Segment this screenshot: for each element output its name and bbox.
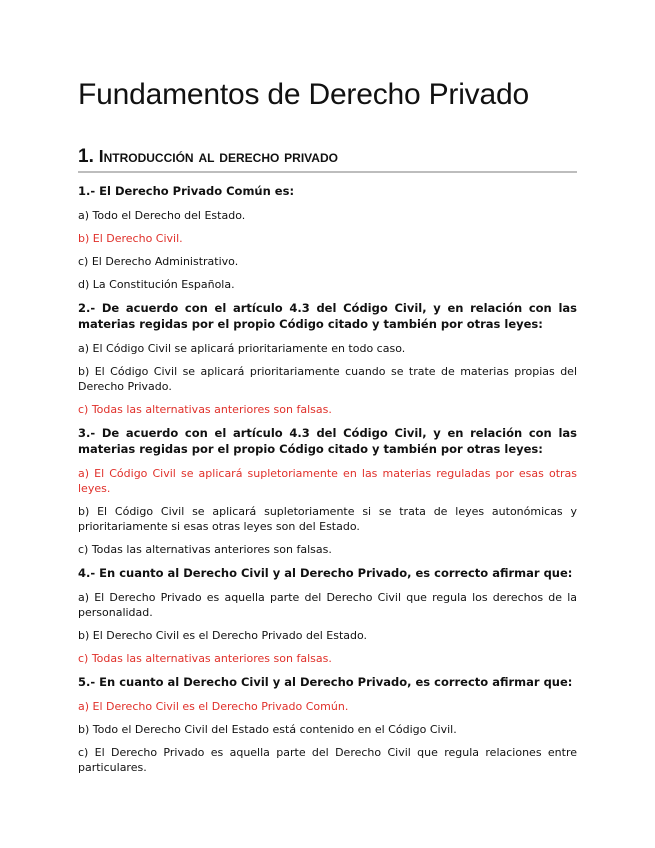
answer-4c-correct: c) Todas las alternativas anteriores son falsas. [78, 652, 332, 665]
answer-2c-correct: c) Todas las alternativas anteriores son falsas. [78, 403, 332, 416]
section-heading [78, 146, 577, 173]
document-title: Fundamentos de Derecho Privado [78, 78, 529, 111]
section-title: Introducción al derecho privado [98, 146, 338, 166]
answer-3b: b) El Código Civil se aplicará supletoriamente si se trata de leyes autonómicas y prioritariamente si esas otras leyes son del Estado. [78, 505, 577, 533]
answer-4a: a) El Derecho Privado es aquella parte del Derecho Civil que regula los derechos de la personalidad. [78, 591, 577, 619]
question-block-3 [78, 425, 577, 557]
answer-3a-correct: a) El Código Civil se aplicará supletoriamente en las materias reguladas por esas otras leyes. [78, 467, 577, 495]
answer-5b: b) Todo el Derecho Civil del Estado está contenido en el Código Civil. [78, 723, 457, 736]
answer-1c: c) El Derecho Administrativo. [78, 255, 239, 268]
answer-2b: b) El Código Civil se aplicará prioritariamente cuando se trate de materias propias del Derecho Privado. [78, 365, 577, 393]
question-2: 2.- De acuerdo con el artículo 4.3 del Código Civil, y en relación con las materias regidas por el propio Código citado y también por otras leyes: [78, 301, 577, 331]
question-block-1 [78, 183, 577, 292]
question-1: 1.- El Derecho Privado Común es: [78, 184, 295, 198]
answer-5a-correct: a) El Derecho Civil es el Derecho Privado Común. [78, 700, 349, 713]
answer-2a: a) El Código Civil se aplicará prioritariamente en todo caso. [78, 342, 406, 355]
question-block-5 [78, 674, 577, 775]
answer-1b-correct: b) El Derecho Civil. [78, 232, 183, 245]
answer-3c: c) Todas las alternativas anteriores son falsas. [78, 543, 332, 556]
question-block-2 [78, 300, 577, 417]
question-block-4 [78, 565, 577, 666]
question-5: 5.- En cuanto al Derecho Civil y al Derecho Privado, es correcto afirmar que: [78, 675, 573, 689]
answer-1a: a) Todo el Derecho del Estado. [78, 209, 246, 222]
question-3: 3.- De acuerdo con el artículo 4.3 del Código Civil, y en relación con las materias regidas por el propio Código citado y también por otras leyes: [78, 426, 577, 456]
answer-4b: b) El Derecho Civil es el Derecho Privado del Estado. [78, 629, 368, 642]
question-4: 4.- En cuanto al Derecho Civil y al Derecho Privado, es correcto afirmar que: [78, 566, 573, 580]
answer-5c: c) El Derecho Privado es aquella parte del Derecho Civil que regula relaciones entre particulares. [78, 746, 577, 774]
section-number: 1. [78, 146, 94, 167]
answer-1d: d) La Constitución Española. [78, 278, 235, 291]
